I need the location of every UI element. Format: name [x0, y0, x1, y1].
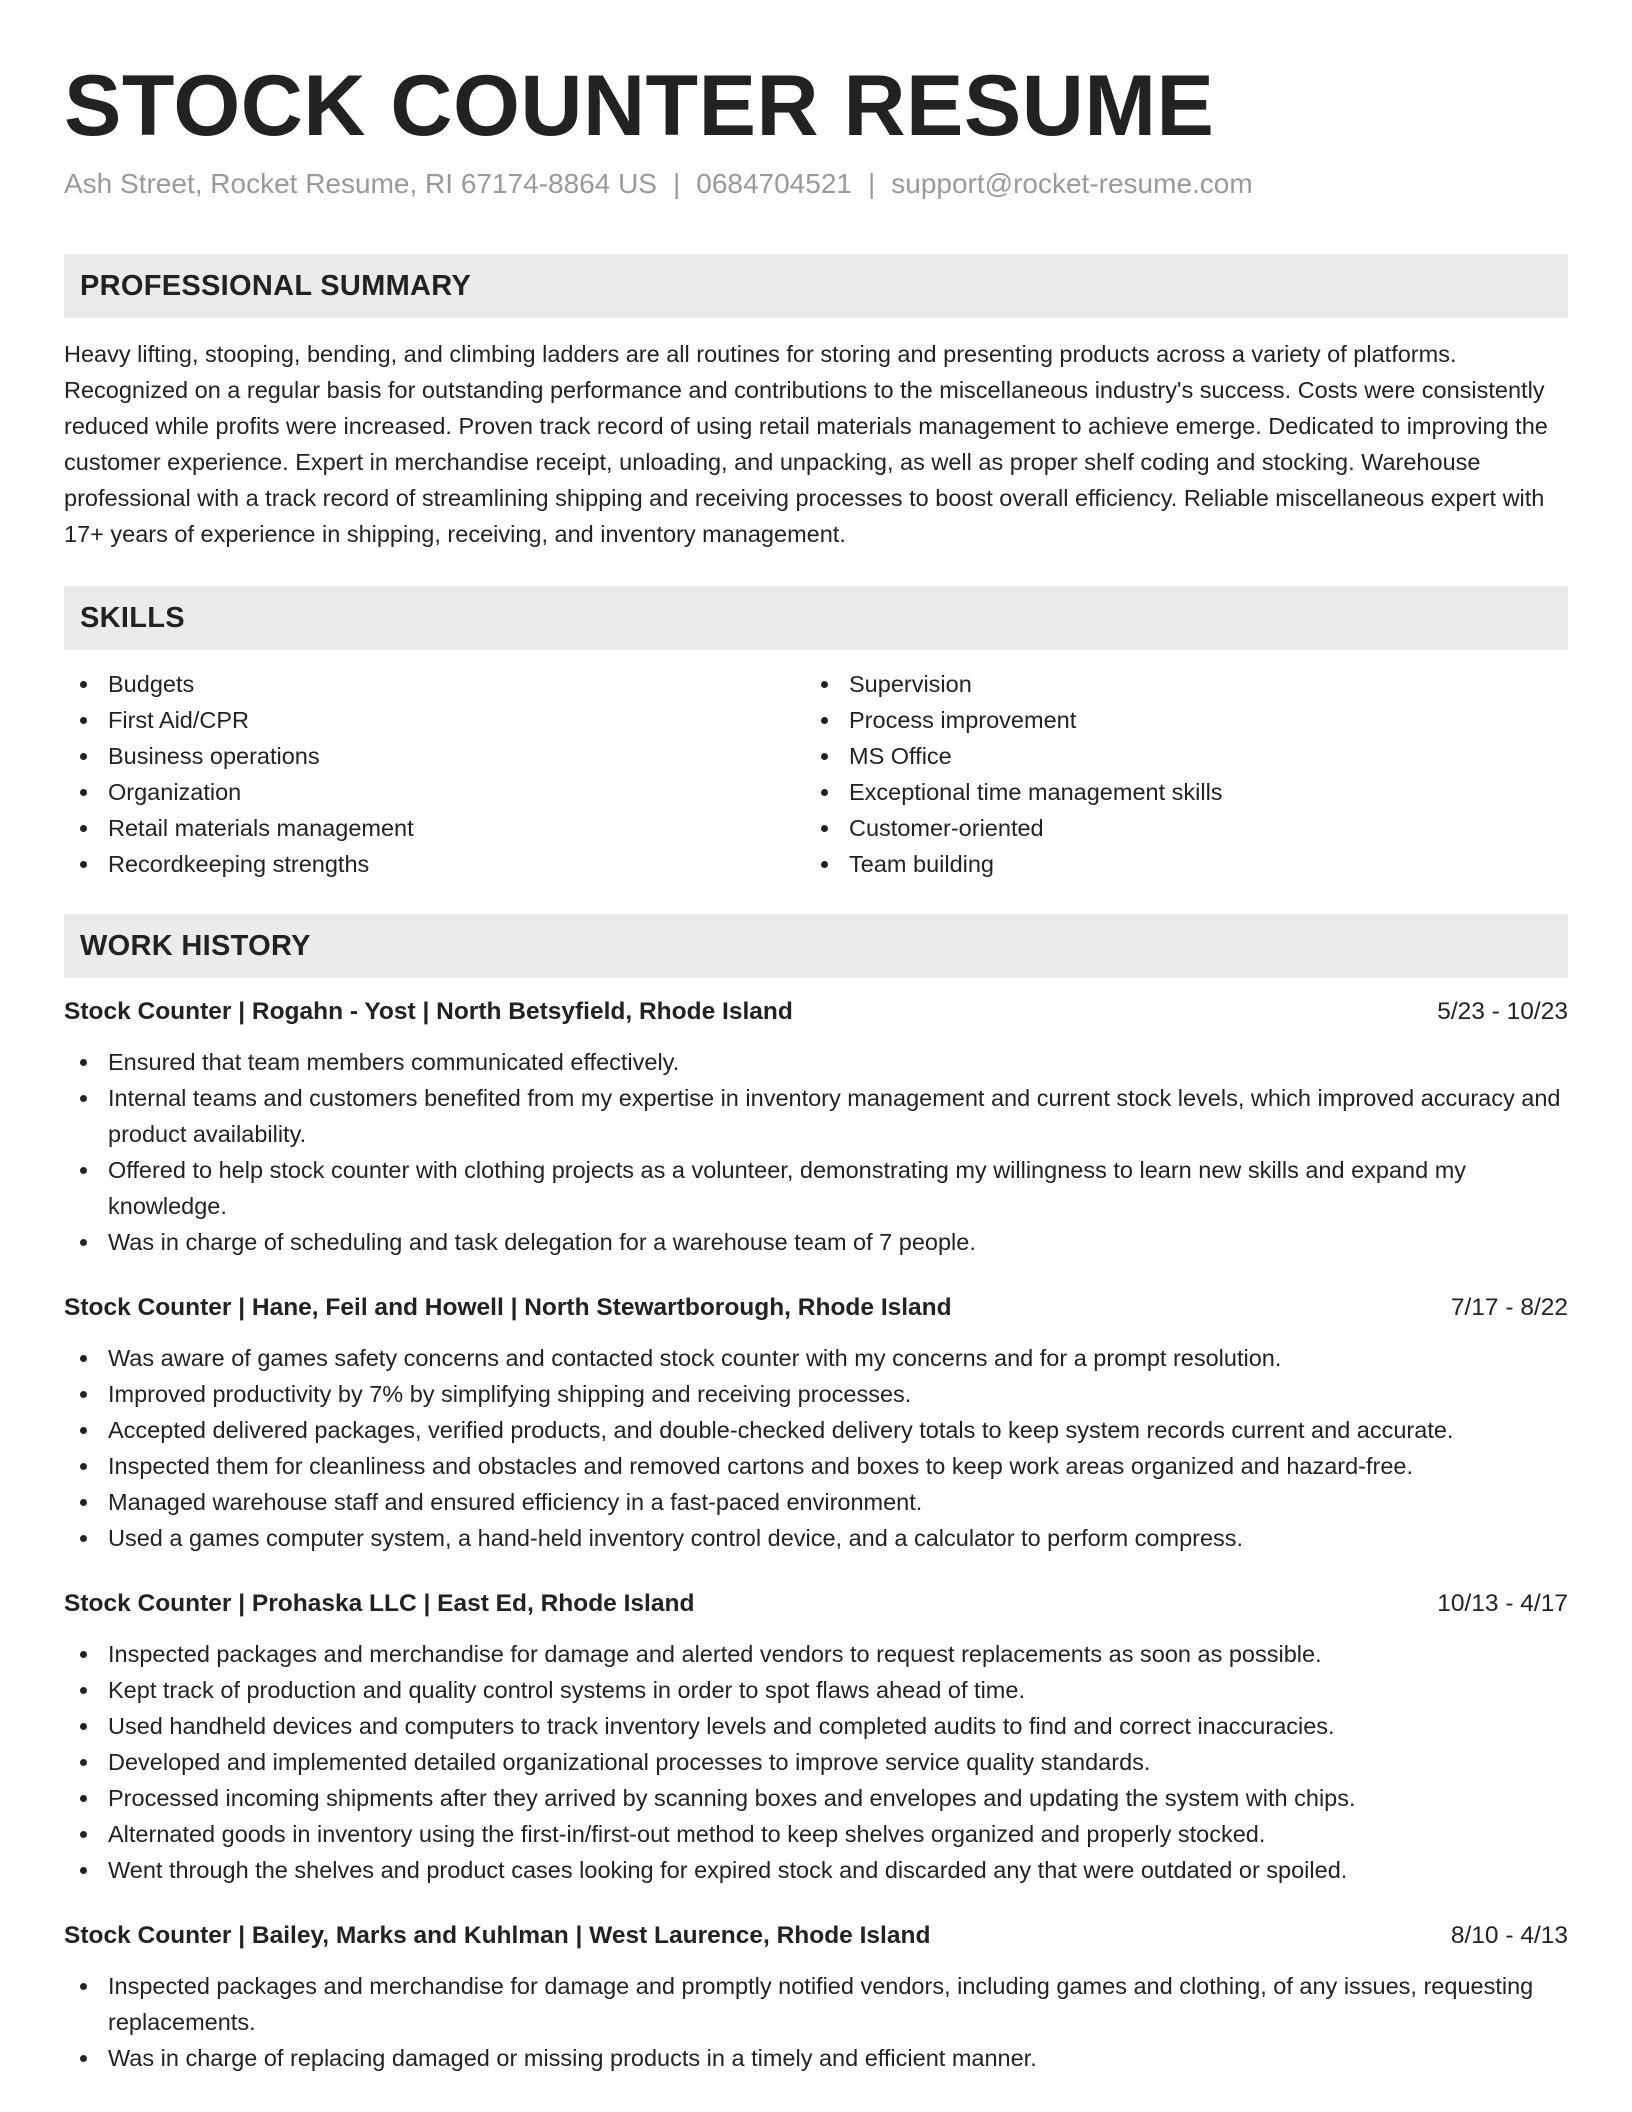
contact-phone: 0684704521 [696, 168, 852, 199]
job-dates: 5/23 - 10/23 [1437, 998, 1568, 1025]
job-header [64, 1586, 1568, 1622]
job-bullet: Inspected packages and merchandise for damage and promptly notified vendors, including games and clothing, of any issues, requesting replacements. [64, 1968, 1568, 2040]
job-title: Stock Counter | Bailey, Marks and Kuhlman | West Laurence, Rhode Island [64, 1922, 931, 1949]
skill-item: First Aid/CPR [64, 702, 805, 738]
job-bullet: Managed warehouse staff and ensured efficiency in a fast-paced environment. [64, 1484, 1568, 1520]
skills-column-left [64, 666, 805, 882]
job-bullet: Improved productivity by 7% by simplifying shipping and receiving processes. [64, 1376, 1568, 1412]
skill-item: Team building [805, 846, 1546, 882]
job-dates: 8/10 - 4/13 [1450, 1922, 1568, 1949]
job-bullet: Accepted delivered packages, verified products, and double-checked delivery totals to keep system records current and accurate. [64, 1412, 1568, 1448]
job-bullets [64, 1340, 1568, 1556]
job-entry [64, 1586, 1568, 1888]
job-dates: 10/13 - 4/17 [1437, 1590, 1568, 1617]
skill-item: Organization [64, 774, 805, 810]
skill-item: Customer-oriented [805, 810, 1546, 846]
job-bullet: Used a games computer system, a hand-held inventory control device, and a calculator to perform compress. [64, 1520, 1568, 1556]
job-header [64, 1290, 1568, 1326]
resume-page [64, 0, 1568, 2076]
job-bullet: Went through the shelves and product cases looking for expired stock and discarded any that were outdated or spoiled. [64, 1852, 1568, 1888]
contact-email: support@rocket-resume.com [891, 168, 1253, 199]
job-bullet: Was aware of games safety concerns and contacted stock counter with my concerns and for a prompt resolution. [64, 1340, 1568, 1376]
skills-column-right [805, 666, 1546, 882]
job-bullet: Inspected them for cleanliness and obstacles and removed cartons and boxes to keep work areas organized and hazard-free. [64, 1448, 1568, 1484]
contact-line [64, 166, 1568, 202]
job-title: Stock Counter | Rogahn - Yost | North Betsyfield, Rhode Island [64, 998, 793, 1025]
job-bullet: Developed and implemented detailed organizational processes to improve service quality standards. [64, 1744, 1568, 1780]
job-header [64, 994, 1568, 1030]
job-entry [64, 1290, 1568, 1556]
job-bullet: Kept track of production and quality control systems in order to spot flaws ahead of time. [64, 1672, 1568, 1708]
job-bullets [64, 1044, 1568, 1260]
skill-item: Recordkeeping strengths [64, 846, 805, 882]
resume-title: STOCK COUNTER RESUME [64, 58, 1215, 154]
skill-item: MS Office [805, 738, 1546, 774]
job-bullet: Internal teams and customers benefited from my expertise in inventory management and current stock levels, which improved accuracy and product availability. [64, 1080, 1568, 1152]
job-bullet: Processed incoming shipments after they arrived by scanning boxes and envelopes and updating the system with chips. [64, 1780, 1568, 1816]
skill-item: Exceptional time management skills [805, 774, 1546, 810]
skill-item: Supervision [805, 666, 1546, 702]
job-entry [64, 1918, 1568, 2076]
skill-item: Retail materials management [64, 810, 805, 846]
job-dates: 7/17 - 8/22 [1450, 1294, 1568, 1321]
section-header-skills: SKILLS [64, 586, 1568, 650]
job-title: Stock Counter | Prohaska LLC | East Ed, Rhode Island [64, 1590, 695, 1617]
job-bullet: Ensured that team members communicated effectively. [64, 1044, 1568, 1080]
contact-address: Ash Street, Rocket Resume, RI 67174-8864 US [64, 168, 657, 199]
job-bullets [64, 1968, 1568, 2076]
skill-item: Business operations [64, 738, 805, 774]
skill-item: Process improvement [805, 702, 1546, 738]
section-header-summary: PROFESSIONAL SUMMARY [64, 254, 1568, 318]
section-header-work-history: WORK HISTORY [64, 914, 1568, 978]
contact-separator: | [867, 168, 876, 199]
summary-text: Heavy lifting, stooping, bending, and climbing ladders are all routines for storing and presenting products across a variety of platforms. Recognized on a regular basis for outstanding performance and contributions to the miscellaneous industry's success. Costs were consistently reduced while profits were increased. Proven track record of using retail materials management to achieve emerge. Dedicated to improving the customer experience. Expert in merchandise receipt, unloading, and unpacking, as well as proper shelf coding and stocking. Warehouse professional with a track record of streamlining shipping and receiving processes to boost overall efficiency. Reliable miscellaneous expert with 17+ years of experience in shipping, receiving, and inventory management. [64, 341, 1548, 547]
job-title: Stock Counter | Hane, Feil and Howell | North Stewartborough, Rhode Island [64, 1294, 952, 1321]
job-bullet: Used handheld devices and computers to track inventory levels and completed audits to find and correct inaccuracies. [64, 1708, 1568, 1744]
contact-separator: | [672, 168, 681, 199]
job-bullet: Was in charge of replacing damaged or missing products in a timely and efficient manner. [64, 2040, 1568, 2076]
skill-item: Budgets [64, 666, 805, 702]
job-bullet: Inspected packages and merchandise for damage and alerted vendors to request replacements as soon as possible. [64, 1636, 1568, 1672]
job-bullet: Alternated goods in inventory using the first-in/first-out method to keep shelves organized and properly stocked. [64, 1816, 1568, 1852]
skills-grid [64, 666, 1568, 882]
job-header [64, 1918, 1568, 1954]
job-bullets [64, 1636, 1568, 1888]
job-entry [64, 994, 1568, 1260]
job-bullet: Offered to help stock counter with clothing projects as a volunteer, demonstrating my willingness to learn new skills and expand my knowledge. [64, 1152, 1568, 1224]
job-bullet: Was in charge of scheduling and task delegation for a warehouse team of 7 people. [64, 1224, 1568, 1260]
